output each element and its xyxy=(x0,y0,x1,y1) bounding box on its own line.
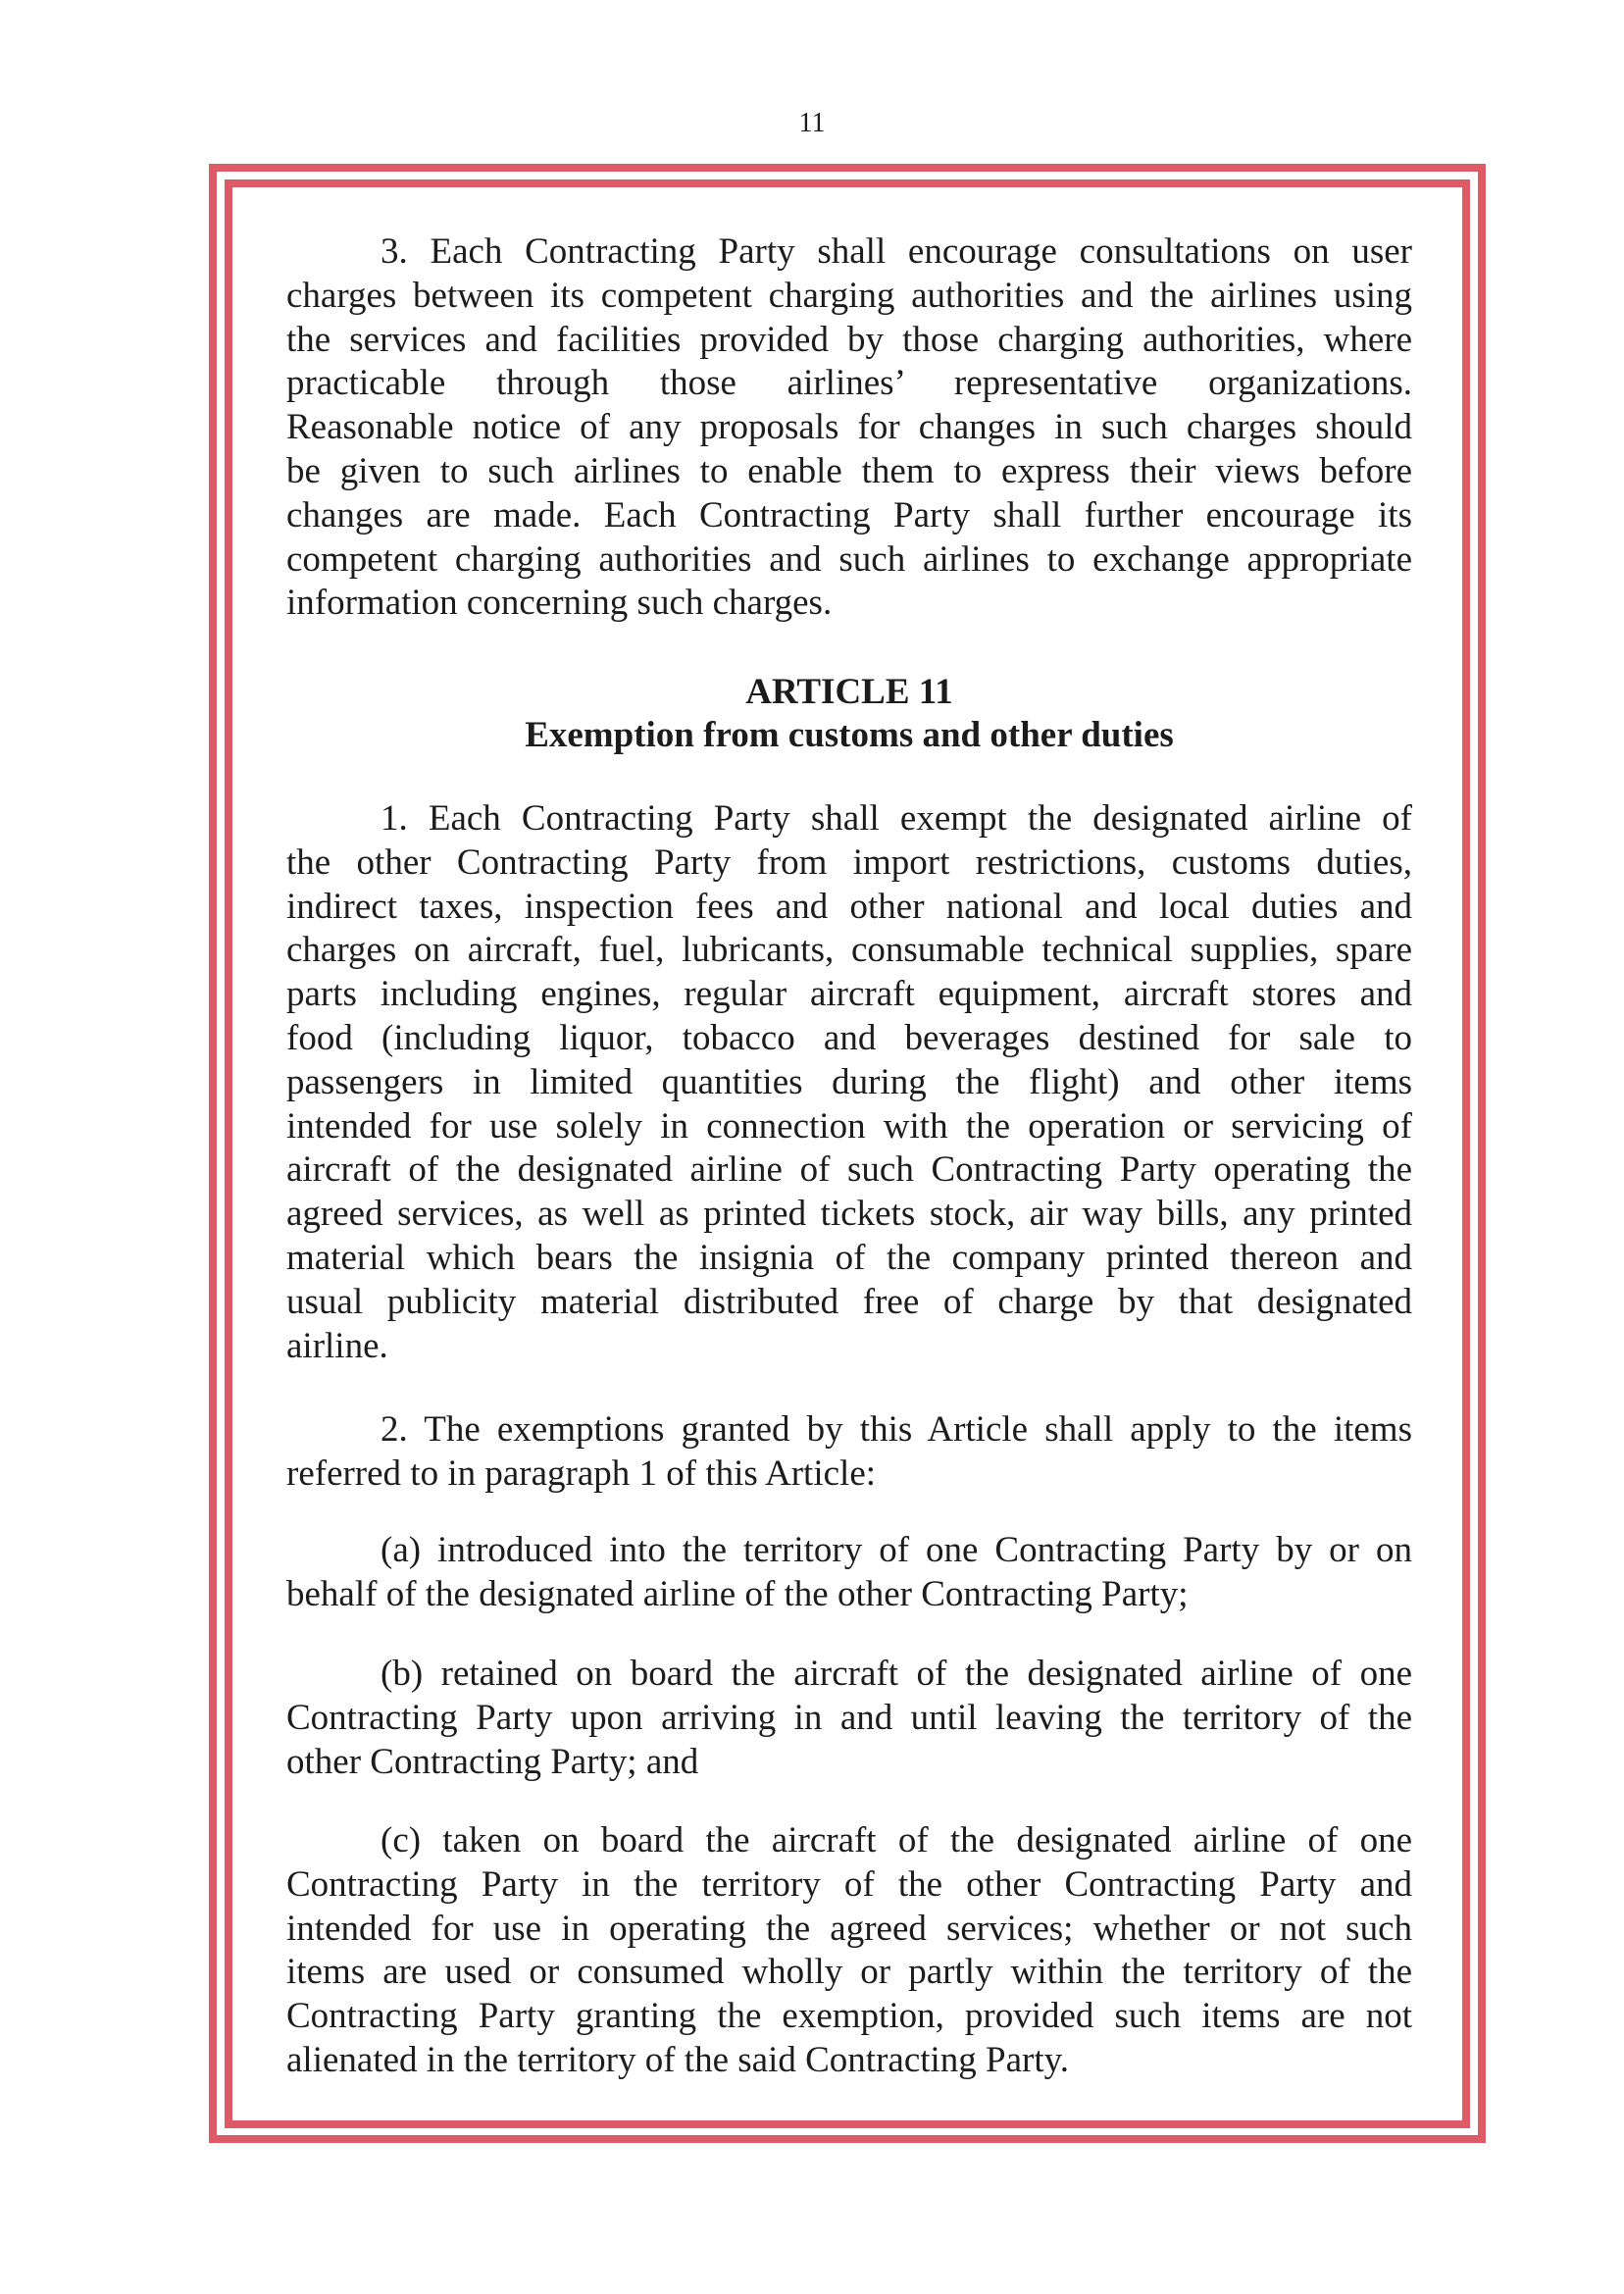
paragraph-3 xyxy=(286,230,1412,626)
text-line: indirect taxes, inspection fees and other national and local duties and xyxy=(286,886,1412,927)
paragraph-a xyxy=(286,1529,1412,1617)
text-line: behalf of the designated airline of the other Contracting Party; xyxy=(286,1573,1189,1614)
text-line: changes are made. Each Contracting Party shall further encourage its xyxy=(286,494,1412,535)
text-line: aircraft of the designated airline of such Contracting Party operating the xyxy=(286,1149,1412,1191)
paragraph-b xyxy=(286,1653,1412,1784)
text-line: intended for use in operating the agreed services; whether or not such xyxy=(286,1908,1412,1949)
text-line: competent charging authorities and such airlines to exchange appropriate xyxy=(286,538,1412,580)
text-line: information concerning such charges. xyxy=(286,583,833,624)
text-line: Contracting Party upon arriving in and until leaving the territory of the xyxy=(286,1697,1412,1738)
paragraph-2 xyxy=(286,1408,1412,1497)
text-line: Contracting Party in the territory of the other Contracting Party and xyxy=(286,1863,1412,1905)
text-line: (b) retained on board the aircraft of the designated airline of one xyxy=(381,1654,1412,1694)
text-line: (c) taken on board the aircraft of the designated airline of one xyxy=(381,1820,1412,1861)
text-line: food (including liquor, tobacco and beverages destined for sale to xyxy=(286,1017,1412,1058)
text-line: passengers in limited quantities during the flight) and other items xyxy=(286,1061,1412,1102)
text-line: referred to in paragraph 1 of this Article: xyxy=(286,1453,877,1494)
text-line: 2. The exemptions granted by this Article shall apply to the items xyxy=(381,1409,1412,1450)
paragraph-c xyxy=(286,1819,1412,2083)
text-line: practicable through those airlines’ representative organizations. xyxy=(286,363,1412,404)
text-line: other Contracting Party; and xyxy=(286,1741,699,1782)
text-line: alienated in the territory of the said Contracting Party. xyxy=(286,2039,1069,2080)
text-line: parts including engines, regular aircraft equipment, aircraft stores and xyxy=(286,974,1412,1015)
text-line: the services and facilities provided by those charging authorities, where xyxy=(286,319,1412,360)
text-line: intended for use solely in connection with the operation or servicing of xyxy=(286,1105,1412,1147)
text-line: usual publicity material distributed free of charge by that designated xyxy=(286,1281,1412,1322)
text-line: material which bears the insignia of the company printed thereon and xyxy=(286,1237,1412,1278)
text-line: charges on aircraft, fuel, lubricants, consumable technical supplies, spare xyxy=(286,930,1412,971)
text-line: be given to such airlines to enable them to express their views before xyxy=(286,450,1412,491)
text-line: items are used or consumed wholly or partly within the territory of the xyxy=(286,1952,1412,1993)
article-number: ARTICLE 11 xyxy=(745,672,953,712)
text-line: the other Contracting Party from import restrictions, customs duties, xyxy=(286,841,1412,883)
page-number: 11 xyxy=(798,108,826,138)
article-title: Exemption from customs and other duties xyxy=(525,715,1174,755)
text-line: agreed services, as well as printed tickets stock, air way bills, any printed xyxy=(286,1194,1412,1235)
text-line: airline. xyxy=(286,1325,388,1366)
text-line: 1. Each Contracting Party shall exempt the designated airline of xyxy=(381,798,1412,839)
text-line: (a) introduced into the territory of one Contracting Party by or on xyxy=(381,1530,1412,1570)
text-line: Contracting Party granting the exemption, provided such items are not xyxy=(286,1996,1412,2037)
text-line: 3. Each Contracting Party shall encourage consultations on user xyxy=(381,231,1412,272)
paragraph-1 xyxy=(286,797,1412,1368)
text-line: charges between its competent charging authorities and the airlines using xyxy=(286,275,1412,316)
text-line: Reasonable notice of any proposals for changes in such charges should xyxy=(286,407,1412,448)
